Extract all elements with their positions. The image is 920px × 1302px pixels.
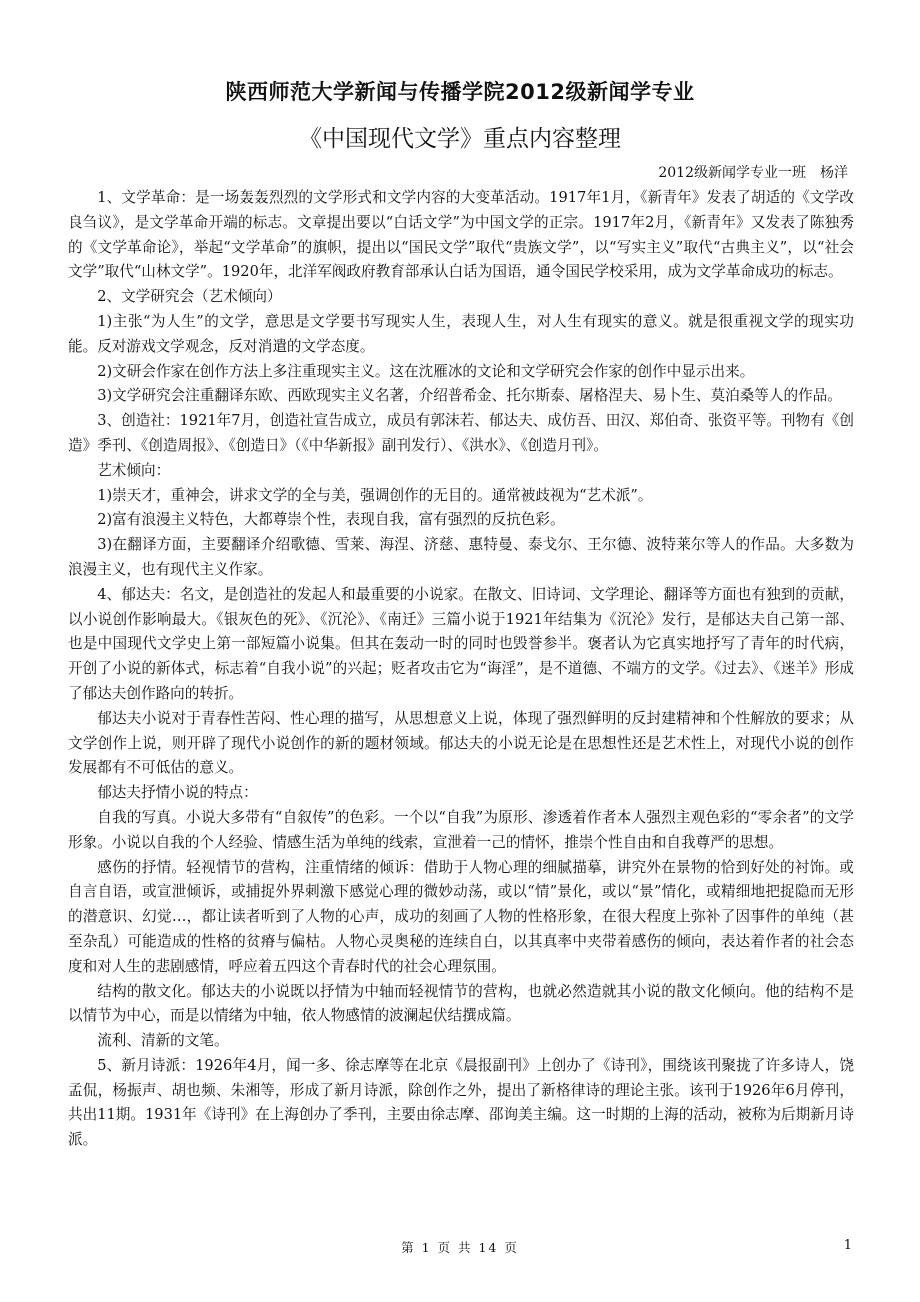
paragraph: 3)文学研究会注重翻译东欧、西欧现实主义名著，介绍普希金、托尔斯泰、屠格涅夫、易卜生、莫泊桑等人的作品。 — [97, 387, 842, 405]
paragraph: 2、文学研究会（艺术倾向） — [97, 288, 282, 306]
paragraph: 3)在翻译方面，主要翻译介绍歌德、雪莱、海涅、济慈、惠特曼、泰戈尔、王尔德、波特莱尔等人的作品。大多数为浪漫主义，也有现代主义作家。 — [68, 536, 854, 578]
paragraph: 2)富有浪漫主义特色，大都尊崇个性，表现自我，富有强烈的反抗色彩。 — [97, 511, 565, 529]
paragraph: 郁达夫抒情小说的特点： — [97, 784, 258, 802]
paragraph: 1)崇天才，重神会，讲求文学的全与美，强调创作的无目的。通常被歧视为“艺术派”。 — [97, 486, 653, 504]
paragraph: 4、郁达夫：名文，是创造社的发起人和最重要的小说家。在散文、旧诗词、文学理论、翻译等方面也有独到的贡献，以小说创作影响最大。《银灰色的死》、《沉沦》、《南迁》三篇小说于1921年结集为《沉沦》发行，是郁达夫自己第一部、也是中国现代文学史上第一部短篇小说集。但其在轰动一时的同时也毁誉参半。褒者认为它真实地抒写了青年的时代病，开创了小说的新体式，标志着“自我小说”的兴起；贬者攻击它为“诲淫”，是不道德、不端方的文学。《过去》、《迷羊》形成了郁达夫创作路向的转折。 — [68, 585, 854, 702]
paragraph: 郁达夫小说对于青春性苦闷、性心理的描写，从思想意义上说，体现了强烈鲜明的反封建精神和个性解放的要求；从文学创作上说，则开辟了现代小说创作的新的题材领域。郁达夫的小说无论是在思想性还是艺术性上，对现代小说的创作发展都有不可低估的意义。 — [68, 709, 854, 777]
author-line: 2012级新闻学专业一班 杨洋 — [658, 165, 848, 181]
document-body — [68, 186, 854, 1153]
paragraph: 自我的写真。小说大多带有“自叙传”的色彩。一个以“自我”为原形、渗透着作者本人强烈主观色彩的“零余者”的文学形象。小说以自我的个人经验、情感生活为单纯的线索，宣泄着一己的情怀，推崇个性自由和自我尊严的思想。 — [68, 808, 854, 851]
page-number: 1 — [843, 1238, 852, 1253]
paragraph: 1、文学革命：是一场轰轰烈烈的文学形式和文学内容的大变革活动。1917年1月，《新青年》发表了胡适的《文学改良刍议》，是文学革命开端的标志。文章提出要以“白话文学”为中国文学的正宗。1917年2月，《新青年》又发表了陈独秀的《文学革命论》，举起“文学革命”的旗帜，提出以“国民文学”取代“贵族文学”，以“写实主义”取代“古典主义”，以“社会文学”取代“山林文学”。1920年，北洋军阀政府教育部承认白话为国语，通令国民学校采用，成为文学革命成功的标志。 — [68, 189, 854, 281]
paragraph: 艺术倾向： — [97, 461, 171, 479]
paragraph: 1)主张“为人生”的文学，意思是文学要书写现实人生，表现人生，对人生有现实的意义。就是很重视文学的现实功能。反对游戏文学观念，反对消遣的文学态度。 — [68, 312, 854, 355]
document-subtitle: 《中国现代文学》重点内容整理 — [299, 126, 621, 152]
paragraph: 2)文研会作家在创作方法上多注重现实主义。这在沈雁冰的文论和文学研究会作家的创作中显示出来。 — [97, 362, 755, 380]
paragraph: 3、创造社：1921年7月，创造社宣告成立，成员有郭沫若、郁达夫、成仿吾、田汉、郑伯奇、张资平等。刊物有《创造》季刊、《创造周报》、《创造日》（《中华新报》副刊发行）、《洪水》、《创造月刊》。 — [68, 412, 854, 454]
paragraph: 5、新月诗派：1926年4月，闻一多、徐志摩等在北京《晨报副刊》上创办了《诗刊》，围绕该刊聚拢了许多诗人，饶孟侃，杨振声、胡也频、朱湘等，形成了新月诗派，除创作之外，提出了新格律诗的理论主张。该刊于1926年6月停刊，共出11期。1931年《诗刊》在上海创办了季刊，主要由徐志摩、邵询美主编。这一时期的上海的活动，被称为后期新月诗派。 — [68, 1056, 854, 1149]
paragraph: 结构的散文化。郁达夫的小说既以抒情为中轴而轻视情节的营构，也就必然造就其小说的散文化倾向。他的结构不是以情节为中心，而是以情绪为中轴，依人物感情的波澜起伏结撰成篇。 — [68, 982, 854, 1025]
paragraph: 流利、清新的文笔。 — [97, 1032, 229, 1050]
document-title: 陕西师范大学新闻与传播学院2012级新闻学专业 — [225, 80, 695, 104]
page-footer: 第 1 页 共 14 页 — [401, 1240, 519, 1255]
paragraph: 感伤的抒情。轻视情节的营构，注重情绪的倾诉：借助于人物心理的细腻描摹，讲究外在景物的恰到好处的衬饰。或自言自语，或宣泄倾诉，或捕捉外界刺激下感觉心理的微妙动荡，或以“情”景化，或以“景”情化，或精细地把捉隐而无形的潜意识、幻觉…，都让读者听到了人物的心声，成功的刻画了人物的性格形象，在很大程度上弥补了因事件的单纯（甚至杂乱）可能造成的性格的贫瘠与偏枯。人物心灵奥秘的连续自白，以其真率中夹带着感伤的倾向，表达着作者的社会态度和对人生的悲剧感情，呼应着五四这个青春时代的社会心理氛围。 — [68, 858, 854, 975]
